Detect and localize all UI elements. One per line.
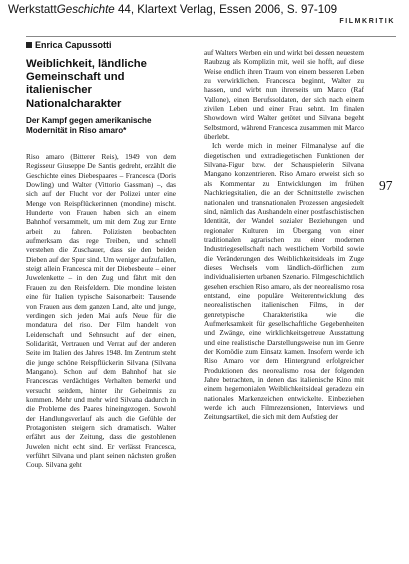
author-line <box>26 40 112 50</box>
paragraph: Ich werde mich in meiner Filmanalyse auf die diegetischen und extradiegetischen Funktionen der Silvana-Figur bzw. der Schauspielerin Silvana Mangano konzentrieren. Riso Amaro erweist sich so als Kommentar zu Entwicklungen im frühen Nachkriegsitalien, die an der Schnittstelle zwischen nationalen und transnationalen Prozessen angesiedelt sind, nämlich das Aushandeln einer postfaschistischen Identität, der Wandel sozialer Beziehungen und regionaler Kulturen im Übergang von einer traditionalen agrarischen zu einer modernen Industriegesellschaft nach westlichem Vorbild sowie die Veränderungen des Weiblichkeitsideals im Zuge dieses Wechsels vom ländlich-dörflichen zum individualisierten urbanen Szenario. Filmgeschichtlich gesehen erschien Riso amaro, als der neorealismo rosa entstand, eine populäre Weiterentwicklung des neorealistischen italienischen Films, in der genretypische Charakteristika wie die Aufmerksamkeit für gesellschaftliche Gegebenheiten und Zwänge, eine wirklichkeitsgetreue Ausstattung und eine realistische Darstellungsweise nun im Genre der Komödie zum Einsatz kamen. Insofern werde ich Riso Amaro vor dem Hintergrund erfolgreicher Produktionen des neorealismo rosa der folgenden Jahre betrachten, in denen das italienische Kino mit einem hegemonialen Weiblichkeitsideal geradezu ein nationales Markenzeichen entwickelte. Einbeziehen werde ich auch Filmrezensionen, Interviews und Zeitungsartikel, die sich mit dem Aufstieg der <box>204 141 364 422</box>
paragraph: Riso amaro (Bitterer Reis), 1949 von dem Regisseur Giuseppe De Santis gedreht, erzählt die Geschichte eines Diebespaares – Francesca (Doris Dowling) und Walter (Vittorio Gassman) –, das sich auf der Flucht vor der Polizei unter eine Menge von Reispflückerinnen (mondine) mischt. Hunderte von Frauen haben sich an einem Bahnhof versammelt, um mit dem Zug zur Ernte arbeit zu fahren. Polizisten beobachten aufmerksam das rege Treiben, und schnell verstehen die Zuschauer, dass sie den beiden Dieben auf der Spur sind. Um weniger aufzufallen, steigt allein Francesca mit der Diebesbeute – einer Juwelenkette – in den Zug und fährt mit den Frauen zu den Reisfeldern. Die mondine leisten eine für Italien typische Saisonarbeit: Tausende von Frauen aus dem ganzen Land, alte und junge, verdingen sich jeden Mai aufs Neue für die mondatura del riso. Der Film handelt von Leidenschaft und Sehnsucht auf der einen, Solidarität, Vertrauen und Verrat auf der anderen Seite im Italien des Jahres 1948. Im Zentrum steht die junge schöne Reispflückerin Silvana (Silvana Mangano). Schon auf dem Bahnhof hat sie Francescas verdächtiges Verhalten bemerkt und versucht seitdem, hinter ihr Geheimnis zu kommen. Mehr und mehr wird Silvana dadurch in die Probleme des Paares hineingezogen. Sowohl der Handlungsverlauf als auch die Gefühle der Protagonisten steigern sich dramatisch. Walter erfährt aus der Zeitung, dass die gestohlenen Juwelen nicht echt sind. Er verlässt Francesca, verführt Silvana und plant seinen nächsten großen Coup. Silvana geht <box>26 152 176 470</box>
article-subtitle: Der Kampf gegen amerikanische Modernität in Riso amaro* <box>26 116 152 135</box>
journal-header <box>8 3 403 16</box>
article-title: Weiblichkeit, ländliche Gemeinschaft und italienischer Nationalcharakter <box>26 58 147 110</box>
citation: 44, Klartext Verlag, Essen 2006, S. 97-109 <box>114 3 338 16</box>
publisher-italic: Geschichte <box>56 3 115 16</box>
header-rule <box>26 36 396 37</box>
page-number: 97 <box>379 178 393 193</box>
section-label: FILMKRITIK <box>339 18 395 25</box>
author-name: Enrica Capussotti <box>35 40 112 50</box>
paragraph: auf Walters Werben ein und wirkt bei dessen neuestem Raubzug als Komplizin mit, weil sie hofft, auf diese Weise endlich ihren Traum von einem besseren Leben zu verwirklichen. Francesca beginnt, Walter zu hassen, und wirbt nun ihrerseits um Marco (Raf Vallone), einen Berufssoldaten, der sich nach einem zivilen Leben und einer Frau sehnt. Im finalen Showdown wird Walter getötet und Silvana begeht Selbstmord, während Francesca zusammen mit Marco überlebt. <box>204 48 364 142</box>
square-bullet-icon <box>26 42 32 48</box>
text-column-left <box>26 152 176 555</box>
text-column-right <box>204 48 364 555</box>
publisher-prefix: Werkstatt <box>8 3 57 16</box>
